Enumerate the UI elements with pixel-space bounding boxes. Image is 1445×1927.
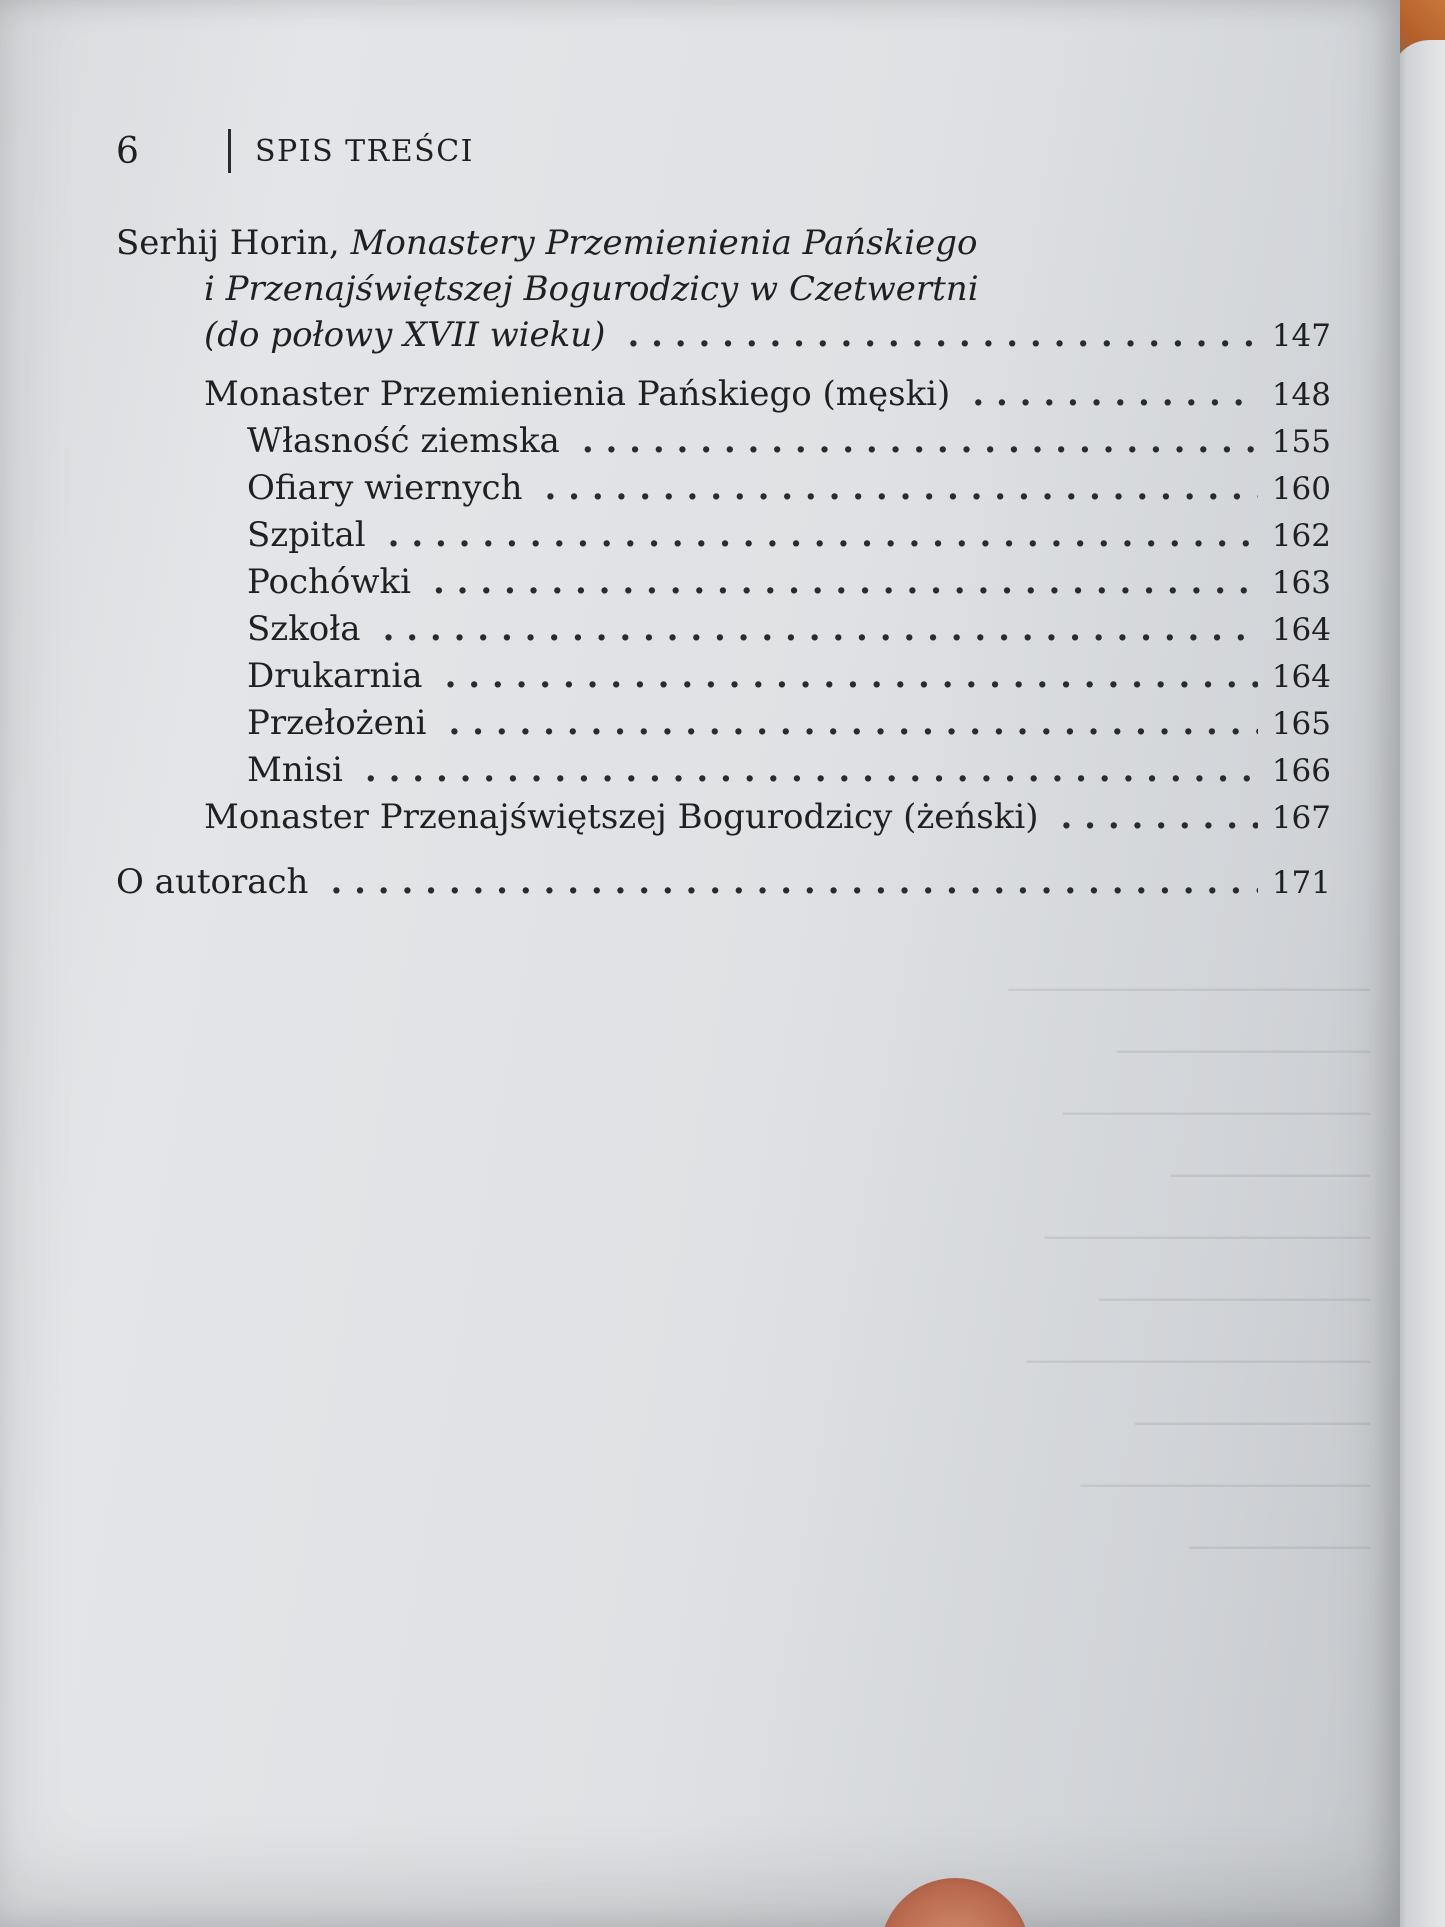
- dot-leader: [545, 465, 1258, 511]
- subsection-label: Przełożeni: [247, 703, 427, 743]
- section-label: Monaster Przenajświętszej Bogurodzicy (żeński): [204, 797, 1039, 837]
- dot-leader: [448, 700, 1257, 746]
- subsection-page: 162: [1271, 518, 1331, 554]
- subsection-page: 160: [1271, 471, 1331, 507]
- toc-subsection: [116, 559, 1331, 606]
- subsection-label: Drukarnia: [247, 656, 423, 696]
- chapter-title-line-2: [116, 266, 1331, 312]
- subsection-label: Mnisi: [247, 750, 343, 790]
- final-entry-label: O autorach: [116, 862, 309, 902]
- subsection-label: Szpital: [247, 515, 366, 555]
- toc-subsection: [116, 512, 1331, 559]
- subsection-label: Szkoła: [247, 609, 361, 649]
- show-through-texture: ──────────────────── ────────────── ───────────────── ─────────── ────────────────── ─────────────── ─────────────────── ───────────── ──────────────── ──────────: [1008, 973, 1370, 1566]
- chapter-title-part-2: i Przenajświętszej Bogurodzicy w Czetwertni: [204, 269, 979, 309]
- subsection-label: Ofiary wiernych: [247, 468, 523, 508]
- dot-leader: [445, 653, 1258, 699]
- subsection-label: Własność ziemska: [247, 421, 560, 461]
- toc-subsection: [116, 418, 1331, 465]
- subsection-page: 164: [1271, 612, 1331, 648]
- chapter-author: Serhij Horin,: [116, 223, 340, 263]
- subsection-page: 165: [1271, 706, 1331, 742]
- dot-leader: [330, 859, 1257, 905]
- dot-leader: [365, 747, 1258, 793]
- toc-subsection: [116, 747, 1331, 794]
- subsection-label: Pochówki: [247, 562, 411, 602]
- chapter-heading: [116, 220, 1331, 266]
- chapter-page: 147: [1271, 318, 1331, 354]
- dot-leader: [627, 312, 1257, 358]
- toc-subsection: [116, 606, 1331, 653]
- subsection-page: 164: [1271, 659, 1331, 695]
- dot-leader: [388, 512, 1258, 558]
- subsection-page: 155: [1271, 424, 1331, 460]
- dot-leader: [383, 606, 1258, 652]
- toc-subsection: [116, 465, 1331, 512]
- chapter-title-line-3: [116, 312, 1331, 359]
- toc-subsection: [116, 700, 1331, 747]
- final-entry-page: 171: [1271, 865, 1331, 901]
- dot-leader: [433, 559, 1258, 605]
- toc-subsection: [116, 653, 1331, 700]
- table-of-contents: [116, 220, 1331, 906]
- subsection-page: 163: [1271, 565, 1331, 601]
- toc-section: [116, 371, 1331, 418]
- chapter-title-part-3: (do połowy XVII wieku): [204, 315, 606, 355]
- running-head: [116, 128, 474, 174]
- subsection-page: 166: [1271, 753, 1331, 789]
- section-label: Monaster Przemienienia Pańskiego (męski): [204, 374, 951, 414]
- toc-final-entry: [116, 859, 1331, 906]
- section-page: 167: [1271, 800, 1331, 836]
- toc-section: [116, 794, 1331, 841]
- page-number: 6: [116, 130, 139, 172]
- header-divider: [228, 129, 231, 173]
- dot-leader: [582, 418, 1258, 464]
- dot-leader: [972, 371, 1258, 417]
- chapter-title-part-1: Monastery Przemienienia Pańskiego: [350, 223, 978, 263]
- running-title: SPIS TREŚCI: [255, 133, 475, 169]
- dot-leader: [1061, 794, 1258, 840]
- section-page: 148: [1271, 377, 1331, 413]
